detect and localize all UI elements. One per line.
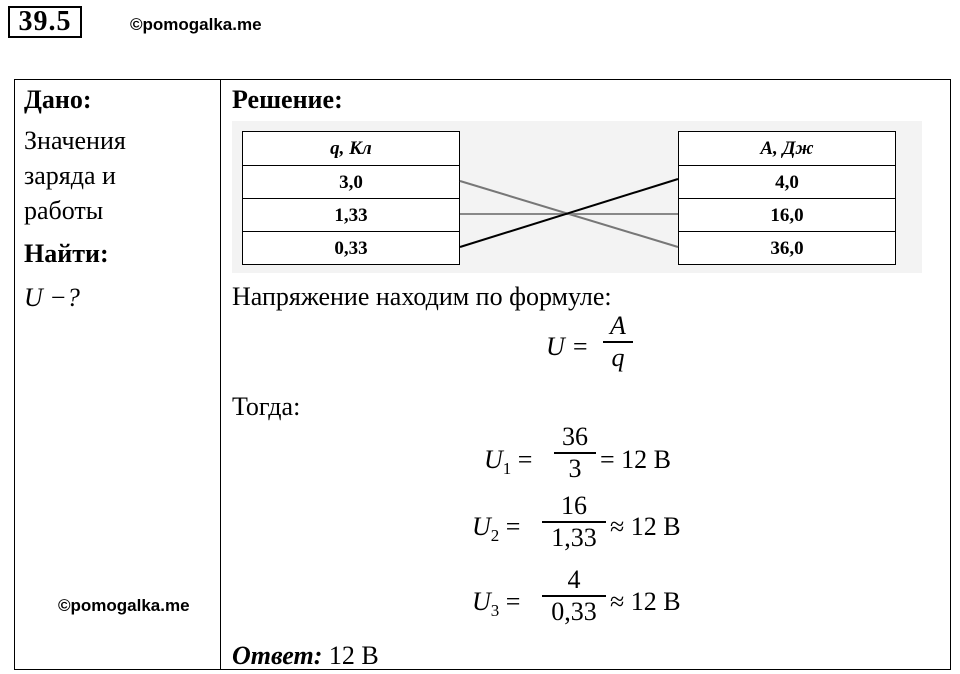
- calc2-result: ≈ 12 В: [610, 512, 681, 541]
- calc3-eq: =: [505, 587, 521, 616]
- calc3-result: ≈ 12 В: [610, 587, 681, 616]
- calc3-lhs: [472, 588, 520, 625]
- solution-title: Решение:: [232, 85, 343, 114]
- calc1-result: = 12 В: [600, 445, 672, 474]
- calc1-denominator: 3: [568, 454, 582, 483]
- given-title: Дано:: [24, 85, 92, 114]
- find-unknown: U −?: [24, 283, 80, 312]
- calc3-subscript: 3: [490, 601, 500, 621]
- calc1-symbol: U: [484, 445, 503, 474]
- formula-intro: Напряжение находим по формуле:: [232, 282, 612, 311]
- answer-line: [232, 642, 379, 670]
- work-value: 4,0: [679, 165, 895, 198]
- charge-header: q, Кл: [330, 138, 372, 159]
- calc2-fraction: [542, 491, 606, 553]
- calc2-eq: =: [505, 512, 521, 541]
- watermark-bottom: ©pomogalka.me: [58, 596, 190, 615]
- formula-lhs: U =: [546, 332, 589, 361]
- matching-lines: [232, 121, 922, 273]
- answer-label: Ответ:: [232, 641, 323, 670]
- charge-value: 3,0: [243, 165, 459, 198]
- answer-value: 12 В: [328, 641, 379, 670]
- then-label: Тогда:: [232, 392, 301, 421]
- given-line-1: Значения: [24, 126, 126, 155]
- calc3-denominator: 0,33: [551, 597, 597, 626]
- calc2-symbol: U: [472, 512, 491, 541]
- matching-diagram: [232, 121, 922, 273]
- charge-value: 0,33: [243, 231, 459, 264]
- work-value: 36,0: [679, 231, 895, 264]
- calc1-numerator: 36: [562, 422, 588, 451]
- calc2-denominator: 1,33: [551, 523, 597, 552]
- calc1-lhs: [484, 446, 532, 483]
- work-value: 16,0: [679, 198, 895, 231]
- formula-numerator: A: [610, 311, 626, 340]
- find-title: Найти:: [24, 239, 109, 268]
- problem-number: 39.5: [8, 6, 82, 38]
- calc3-symbol: U: [472, 587, 491, 616]
- calc2-subscript: 2: [490, 526, 500, 546]
- calc1-eq: =: [517, 445, 533, 474]
- calc2-lhs: [472, 513, 520, 550]
- formula-fraction: [603, 311, 633, 373]
- watermark-top: ©pomogalka.me: [130, 15, 262, 34]
- work-header: A, Дж: [760, 138, 814, 159]
- given-line-3: работы: [24, 196, 104, 225]
- calc1-fraction: [554, 422, 596, 484]
- column-divider: [220, 79, 221, 670]
- calc1-subscript: 1: [502, 459, 512, 479]
- formula-denominator: q: [611, 343, 625, 372]
- calc3-fraction: [542, 565, 606, 627]
- calc2-numerator: 16: [561, 491, 587, 520]
- calc3-numerator: 4: [567, 565, 581, 594]
- given-line-2: заряда и: [24, 161, 116, 190]
- charge-value: 1,33: [243, 198, 459, 231]
